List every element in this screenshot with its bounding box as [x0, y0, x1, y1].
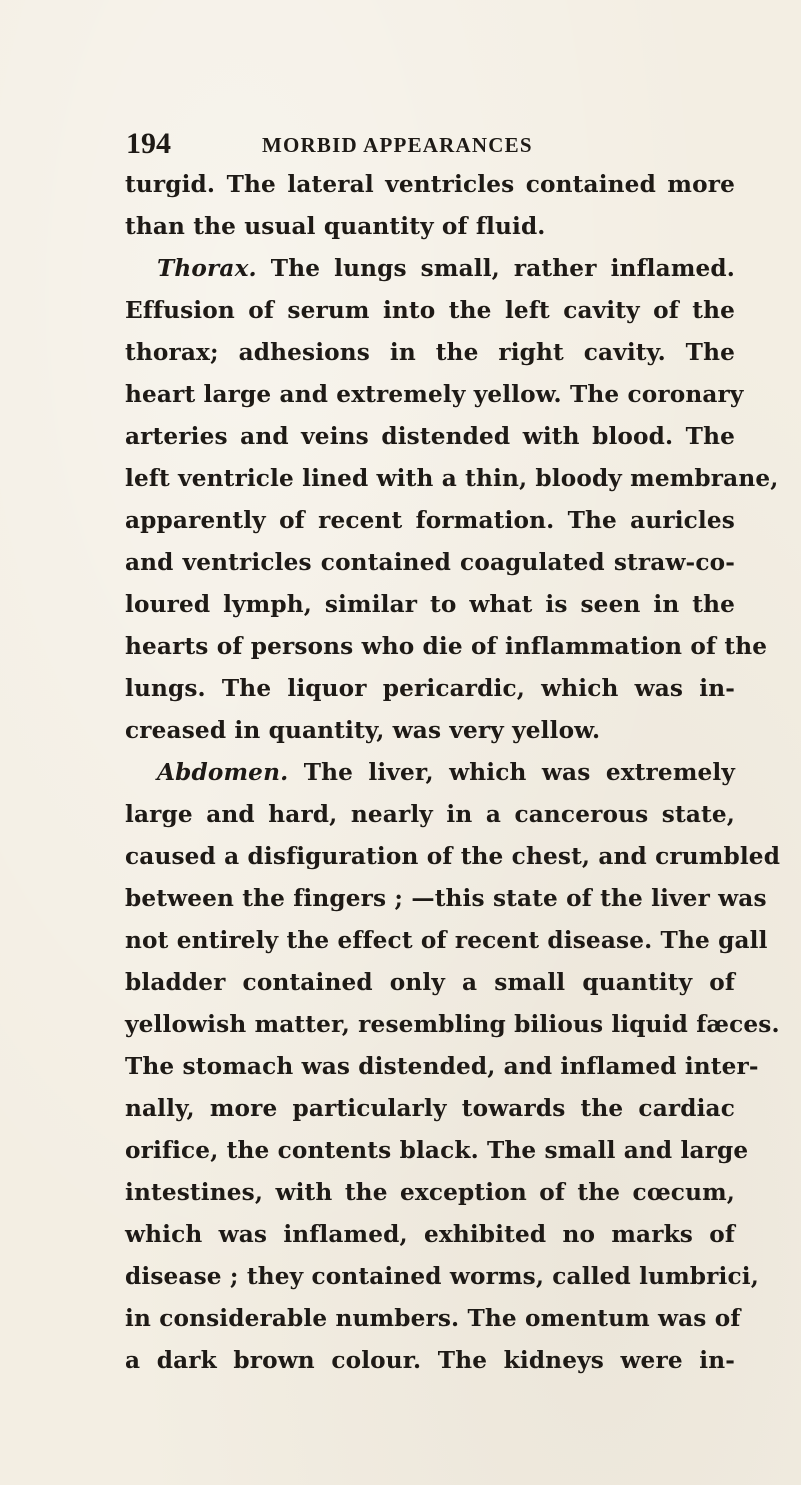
text-line — [125, 290, 735, 332]
line-text: hearts of persons who die of inflammation of the — [125, 633, 768, 660]
line-text: yellowish matter, resembling bilious liquid fæces. — [125, 1011, 780, 1038]
line-text: and ventricles contained coagulated straw-co- — [125, 549, 735, 576]
text-line — [125, 374, 744, 416]
line-text: between the fingers ; —this state of the liver was — [125, 885, 767, 912]
text-line — [125, 584, 735, 626]
text-line — [125, 962, 735, 1004]
line-text: in considerable numbers. The omentum was of — [125, 1305, 741, 1332]
line-text: The liver, which was extremely — [288, 759, 735, 786]
line-text: lungs. The liquor pericardic, which was in- — [125, 675, 735, 702]
section-heading: Abdomen. — [157, 759, 289, 786]
line-text: intestines, with the exception of the cœcum, — [125, 1179, 735, 1206]
line-text: orifice, the contents black. The small and large — [125, 1137, 749, 1164]
text-line — [125, 1046, 759, 1088]
text-line — [125, 626, 768, 668]
text-line — [125, 794, 735, 836]
line-text: creased in quantity, was very yellow. — [125, 717, 601, 744]
text-line — [125, 1172, 735, 1214]
text-line — [125, 1214, 735, 1256]
line-text: caused a disfiguration of the chest, and crumbled — [125, 843, 781, 870]
line-text: than the usual quantity of fluid. — [125, 213, 546, 240]
running-head — [0, 128, 801, 160]
line-text: heart large and extremely yellow. The coronary — [125, 381, 744, 408]
text-line — [125, 542, 735, 584]
text-line — [125, 668, 735, 710]
line-text: not entirely the effect of recent disease. The gall — [125, 927, 768, 954]
line-text: The lungs small, rather inflamed. — [256, 255, 735, 282]
line-text: left ventricle lined with a thin, bloody membrane, — [125, 465, 779, 492]
line-text: Effusion of serum into the left cavity of the — [125, 297, 735, 324]
line-text: turgid. The lateral ventricles contained more — [125, 171, 735, 198]
text-line — [125, 416, 735, 458]
text-line — [125, 920, 768, 962]
running-title: MORBID APPEARANCES — [262, 133, 533, 157]
line-text: loured lymph, similar to what is seen in the — [125, 591, 735, 618]
text-line — [125, 1298, 741, 1340]
line-text: The stomach was distended, and inflamed inter- — [125, 1053, 759, 1080]
text-line — [125, 248, 735, 290]
text-line — [125, 164, 735, 206]
text-line — [125, 710, 735, 752]
text-line — [125, 332, 735, 374]
line-text: apparently of recent formation. The auricles — [125, 507, 735, 534]
text-line — [125, 878, 767, 920]
line-text: which was inflamed, exhibited no marks of — [125, 1221, 735, 1248]
text-line — [125, 500, 735, 542]
body-text — [125, 164, 781, 1382]
text-line — [125, 1130, 749, 1172]
text-line — [125, 836, 781, 878]
section-heading: Thorax. — [157, 255, 257, 282]
page-number: 194 — [126, 127, 171, 160]
text-line — [125, 206, 735, 248]
text-line — [125, 1256, 759, 1298]
text-line — [125, 458, 779, 500]
text-line — [125, 1088, 735, 1130]
text-line — [125, 1004, 780, 1046]
line-text: large and hard, nearly in a cancerous state, — [125, 801, 735, 828]
line-text: a dark brown colour. The kidneys were in- — [125, 1347, 735, 1374]
line-text: disease ; they contained worms, called lumbrici, — [125, 1263, 759, 1290]
text-line — [125, 752, 735, 794]
line-text: thorax; adhesions in the right cavity. The — [125, 339, 735, 366]
line-text: bladder contained only a small quantity of — [125, 969, 735, 996]
text-line — [125, 1340, 735, 1382]
line-text: arteries and veins distended with blood. The — [125, 423, 735, 450]
line-text: nally, more particularly towards the cardiac — [125, 1095, 735, 1122]
